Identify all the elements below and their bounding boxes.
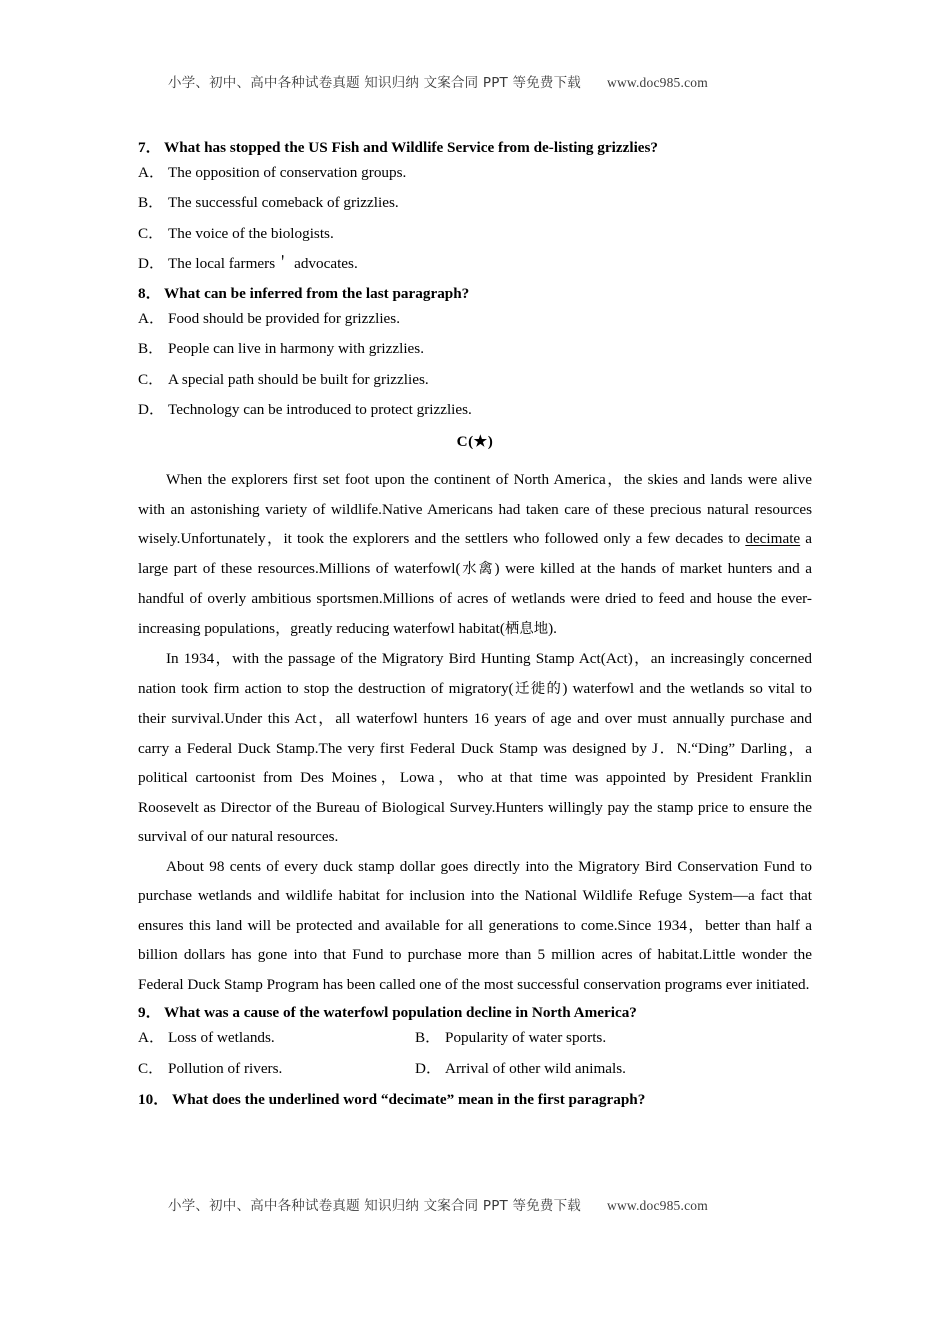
- option-letter: B．: [415, 1029, 441, 1047]
- option-letter: D．: [138, 254, 165, 272]
- option-text: Arrival of other wild animals.: [445, 1060, 626, 1078]
- footer-watermark: [168, 1194, 788, 1214]
- watermark-text: 小学、初中、高中各种试卷真题 知识归纳 文案合同 PPT 等免费下载: [168, 1198, 581, 1214]
- underlined-word: decimate: [745, 530, 801, 548]
- question-7-prompt: What has stopped the US Fish and Wildlife Service from de-listing grizzlies?: [164, 139, 659, 156]
- chinese-gloss: 水禽: [460, 560, 495, 577]
- document-content: [138, 140, 812, 1117]
- question-8: [138, 286, 812, 301]
- chinese-gloss: 栖息地: [504, 620, 549, 637]
- question-9-option-row-2: [138, 1061, 812, 1077]
- question-8-option-a[interactable]: [138, 311, 812, 326]
- option-text: The successful comeback of grizzlies.: [168, 194, 399, 212]
- watermark-url: www.doc985.com: [607, 75, 708, 90]
- question-8-prompt: What can be inferred from the last paragraph?: [164, 285, 470, 303]
- question-8-option-c[interactable]: [138, 372, 812, 387]
- question-9-option-a[interactable]: [138, 1030, 275, 1045]
- question-7-option-c[interactable]: [138, 226, 812, 241]
- option-letter: A．: [138, 1029, 165, 1047]
- option-text: Loss of wetlands.: [168, 1029, 275, 1047]
- question-7-option-d[interactable]: [138, 256, 812, 271]
- question-9: [138, 1005, 812, 1020]
- question-8-option-d[interactable]: [138, 402, 812, 417]
- option-letter: C．: [138, 224, 164, 242]
- question-9-option-row-1: [138, 1030, 812, 1046]
- question-8-number: 8．: [138, 285, 161, 303]
- question-9-option-d[interactable]: [415, 1061, 626, 1076]
- question-7: [138, 140, 812, 155]
- option-letter: D．: [138, 400, 165, 418]
- option-text: The voice of the biologists.: [168, 224, 334, 242]
- question-9-prompt: What was a cause of the waterfowl population decline in North America?: [164, 1004, 637, 1022]
- passage-paragraph-3: About 98 cents of every duck stamp dollar goes directly into the Migratory Bird Conservation Fund to purchase wetlands and wildlife habitat for inclusion into the National Wildlife Refuge System—a fact that ensures this land will be protected and available for all generations to come.Since 1934，better than half a billion dollars has gone into that Fund to purchase more than 5 million acres of habitat.Little wonder the Federal Duck Stamp Program has been called one of the most successful conservation programs ever initiated.: [138, 857, 812, 993]
- question-7-number: 7．: [138, 139, 161, 156]
- option-letter: B．: [138, 194, 164, 212]
- watermark-text: 小学、初中、高中各种试卷真题 知识归纳 文案合同 PPT 等免费下载: [168, 75, 581, 91]
- question-10: [138, 1092, 812, 1107]
- option-text: A special path should be built for grizzlies.: [168, 370, 429, 388]
- header-watermark: [168, 71, 788, 91]
- question-10-number: 10．: [138, 1091, 169, 1109]
- question-7-option-b[interactable]: [138, 195, 812, 210]
- passage-heading: C(★): [456, 433, 494, 451]
- option-letter: C．: [138, 370, 164, 388]
- question-9-option-c[interactable]: [138, 1061, 282, 1076]
- question-9-option-b[interactable]: [415, 1030, 606, 1045]
- option-text: Food should be provided for grizzlies.: [168, 310, 400, 328]
- option-text: People can live in harmony with grizzlies.: [168, 340, 425, 358]
- option-text: The local farmers＇ advocates.: [168, 254, 358, 272]
- question-7-option-a[interactable]: [138, 165, 812, 180]
- chinese-gloss: 迁徙的: [513, 680, 563, 697]
- option-letter: A．: [138, 310, 165, 328]
- option-letter: C．: [138, 1060, 164, 1078]
- option-letter: B．: [138, 340, 164, 358]
- question-9-number: 9．: [138, 1004, 161, 1022]
- passage-paragraph-2: In 1934，with the passage of the Migratory Bird Hunting Stamp Act(Act)，an increasingly concerned nation took firm action to stop the destruction of migratory(迁徙的) waterfowl and the wetlands so vital to their survival.Under this Act，all waterfowl hunters 16 years of age and over must annually purchase and carry a Federal Duck Stamp.The very first Federal Duck Stamp was designed by J．N.“Ding” Darling，a political cartoonist from Des Moines，Lowa，who at that time was appointed by President Franklin Roosevelt as Director of the Bureau of Biological Survey.Hunters willingly pay the stamp price to ensure the survival of our natural resources.: [138, 650, 812, 846]
- option-letter: D．: [415, 1060, 442, 1078]
- question-10-prompt: What does the underlined word “decimate” mean in the first paragraph?: [172, 1091, 646, 1109]
- watermark-url: www.doc985.com: [607, 1198, 708, 1213]
- passage-paragraph-1: When the explorers first set foot upon the continent of North America，the skies and lands were alive with an astonishing variety of wildlife.Native Americans had taken care of these precious natural resources wisely.Unfortunately，it took the explorers and the settlers who followed only a few decades to decimate a large part of these resources.Millions of waterfowl(水禽) were killed at the hands of market hunters and a handful of overly ambitious sportsmen.Millions of acres of wetlands were dried to feed and house the ever-increasing populations，greatly reducing waterfowl habitat(栖息地).: [138, 471, 812, 637]
- option-letter: A．: [138, 164, 165, 182]
- option-text: Pollution of rivers.: [168, 1060, 283, 1078]
- option-text: The opposition of conservation groups.: [168, 164, 407, 182]
- option-text: Technology can be introduced to protect grizzlies.: [168, 400, 472, 418]
- question-8-option-b[interactable]: [138, 341, 812, 356]
- option-text: Popularity of water sports.: [445, 1029, 607, 1047]
